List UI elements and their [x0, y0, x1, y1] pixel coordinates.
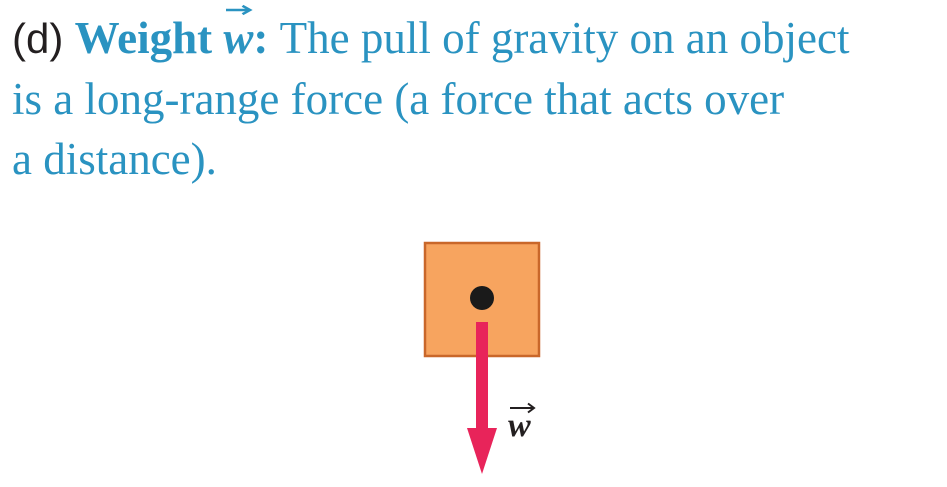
- caption-line-1-text: The pull of gravity on an object: [279, 13, 850, 63]
- caption-line-3: a distance).: [12, 134, 217, 184]
- caption-line-2: is a long-range force (a force that acts over: [12, 74, 785, 124]
- force-label-text: w: [508, 407, 531, 444]
- force-label: [508, 404, 534, 445]
- weight-force-arrowhead: [467, 428, 497, 474]
- title-word: Weight: [74, 13, 213, 63]
- title-colon: :: [253, 13, 269, 63]
- panel-label: (d): [12, 15, 64, 62]
- vector-letter: w: [223, 13, 254, 63]
- center-of-mass-dot: [470, 286, 494, 310]
